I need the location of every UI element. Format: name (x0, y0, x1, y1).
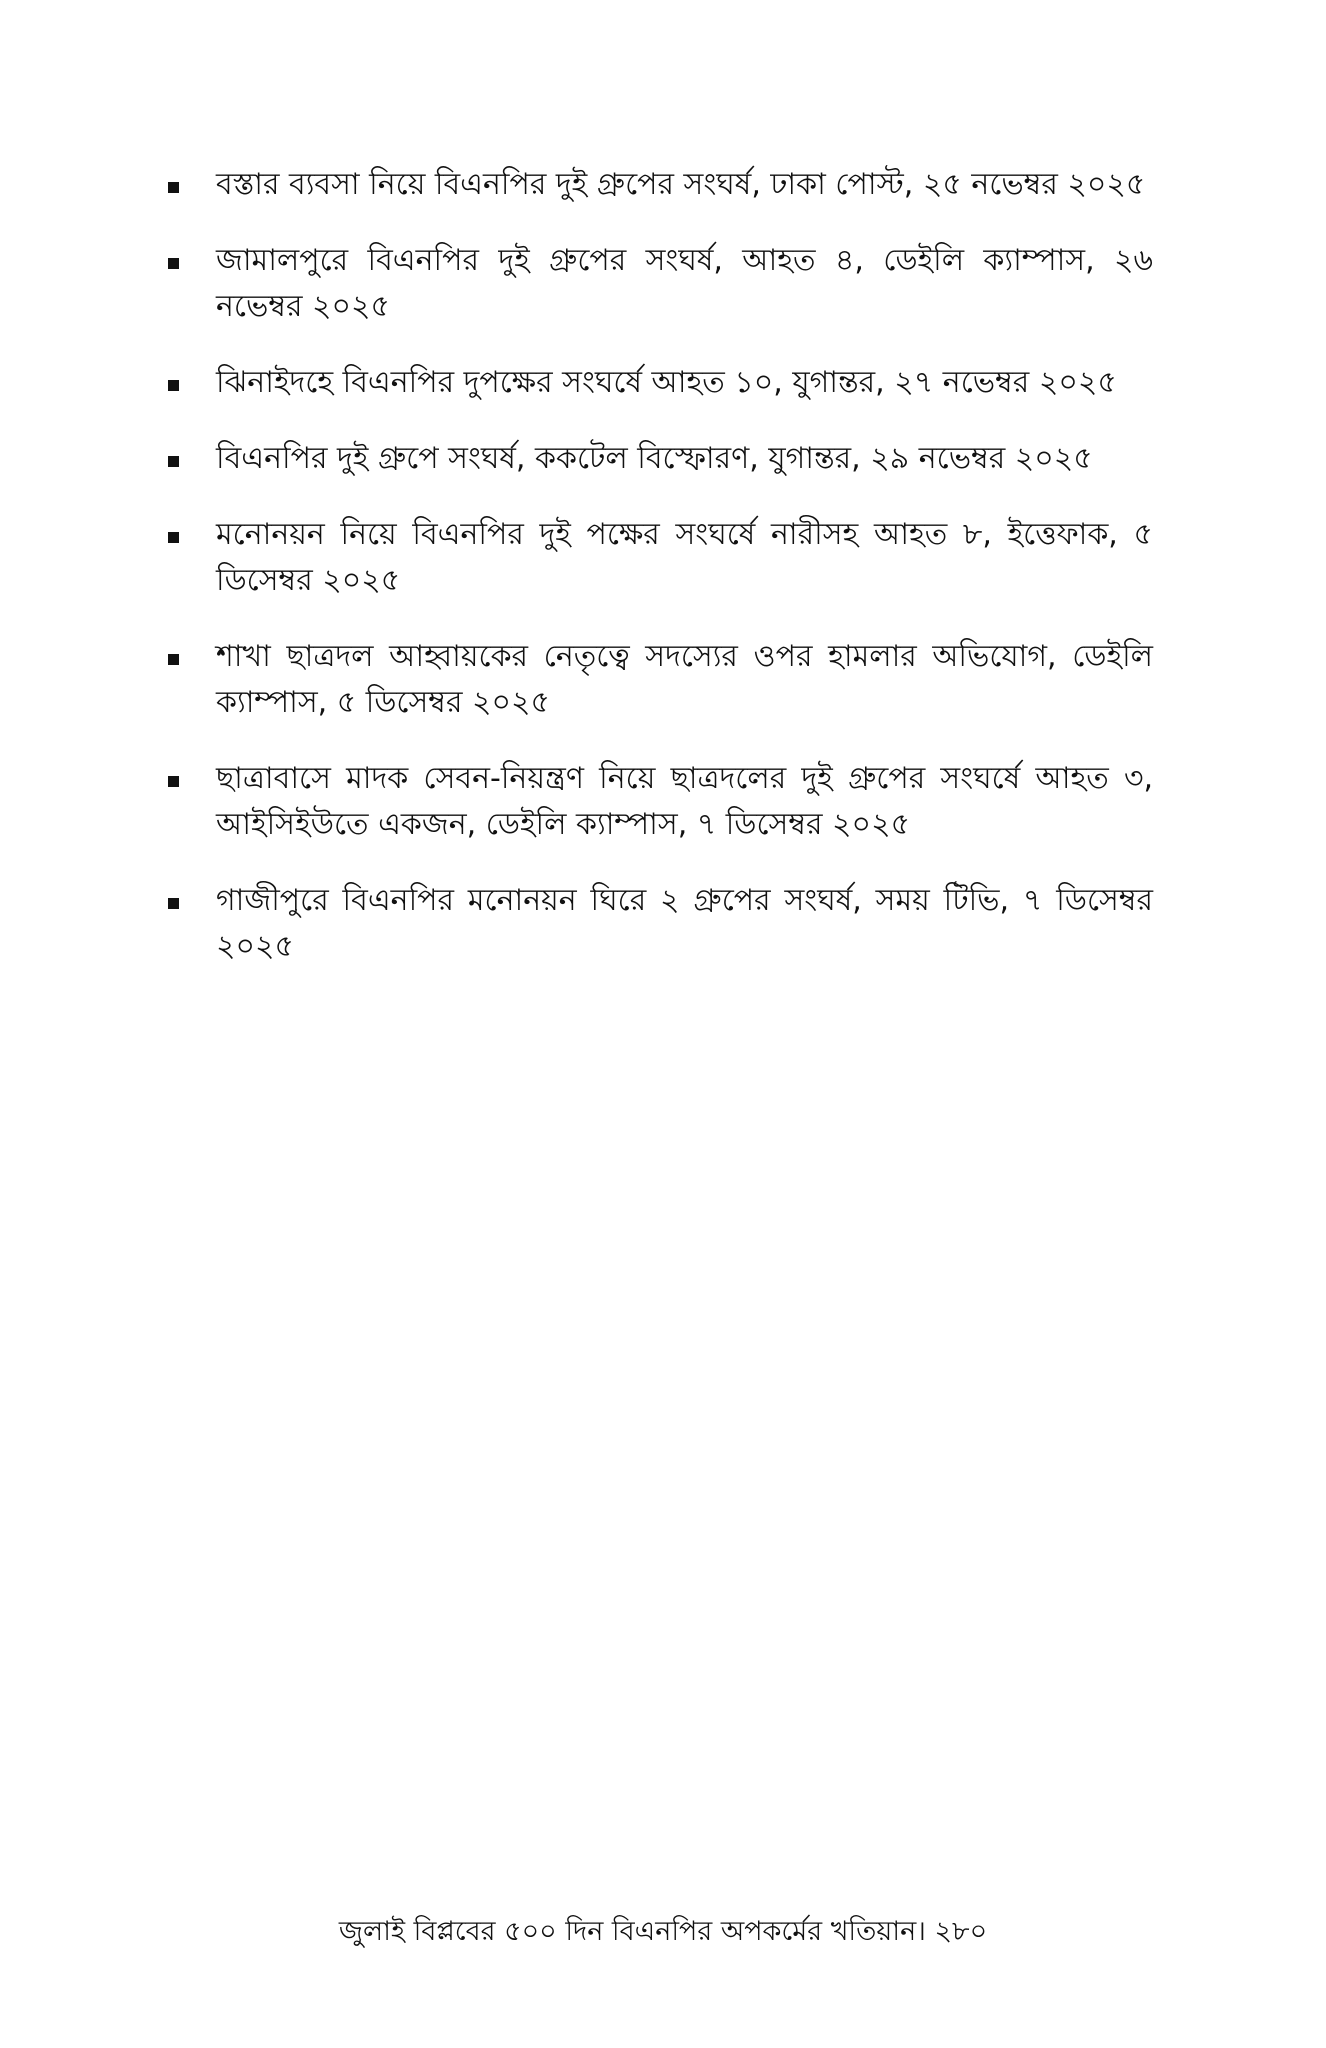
news-reference-list (168, 162, 1153, 1000)
square-bullet-icon (168, 532, 179, 543)
list-item-text: মনোনয়ন নিয়ে বিএনপির দুই পক্ষের সংঘর্ষে নারীসহ আহত ৮, ইত্তেফাক, ৫ ডিসেম্বর ২০২৫ (216, 517, 1153, 598)
list-item-text: বস্তার ব্যবসা নিয়ে বিএনপির দুই গ্রুপের সংঘর্ষ, ঢাকা পোস্ট, ২৫ নভেম্বর ২০২৫ (216, 167, 1146, 202)
list-item-text: গাজীপুরে বিএনপির মনোনয়ন ঘিরে ২ গ্রুপের সংঘর্ষ, সময় টিভি, ৭ ডিসেম্বর ২০২৫ (216, 883, 1153, 964)
list-item-text: ঝিনাইদহে বিএনপির দুপক্ষের সংঘর্ষে আহত ১০, যুগান্তর, ২৭ নভেম্বর ২০২৫ (216, 365, 1117, 400)
list-item (168, 878, 1153, 970)
square-bullet-icon (168, 898, 179, 909)
square-bullet-icon (168, 456, 179, 467)
list-item-text: ছাত্রাবাসে মাদক সেবন-নিয়ন্ত্রণ নিয়ে ছাত্রদলের দুই গ্রুপের সংঘর্ষে আহত ৩, আইসিইউতে একজন, ডেইলি ক্যাম্পাস, ৭ ডিসেম্বর ২০২৫ (216, 761, 1153, 842)
square-bullet-icon (168, 182, 179, 193)
list-item (168, 756, 1153, 848)
page-footer: জুলাই বিপ্লবের ৫০০ দিন বিএনপির অপকর্মের খতিয়ান। ২৮০ (338, 1916, 988, 1947)
list-item (168, 634, 1153, 726)
list-item-text: জামালপুরে বিএনপির দুই গ্রুপের সংঘর্ষ, আহত ৪, ডেইলি ক্যাম্পাস, ২৬ নভেম্বর ২০২৫ (216, 243, 1153, 324)
square-bullet-icon (168, 380, 179, 391)
square-bullet-icon (168, 776, 179, 787)
list-item (168, 436, 1153, 482)
square-bullet-icon (168, 654, 179, 665)
list-item (168, 360, 1153, 406)
square-bullet-icon (168, 258, 179, 269)
list-item (168, 162, 1153, 208)
list-item (168, 238, 1153, 330)
list-item (168, 512, 1153, 604)
list-item-text: বিএনপির দুই গ্রুপে সংঘর্ষ, ককটেল বিস্ফোরণ, যুগান্তর, ২৯ নভেম্বর ২০২৫ (216, 441, 1093, 476)
list-item-text: শাখা ছাত্রদল আহ্বায়কের নেতৃত্বে সদস্যের ওপর হামলার অভিযোগ, ডেইলি ক্যাম্পাস, ৫ ডিসেম্বর ২০২৫ (216, 639, 1153, 720)
